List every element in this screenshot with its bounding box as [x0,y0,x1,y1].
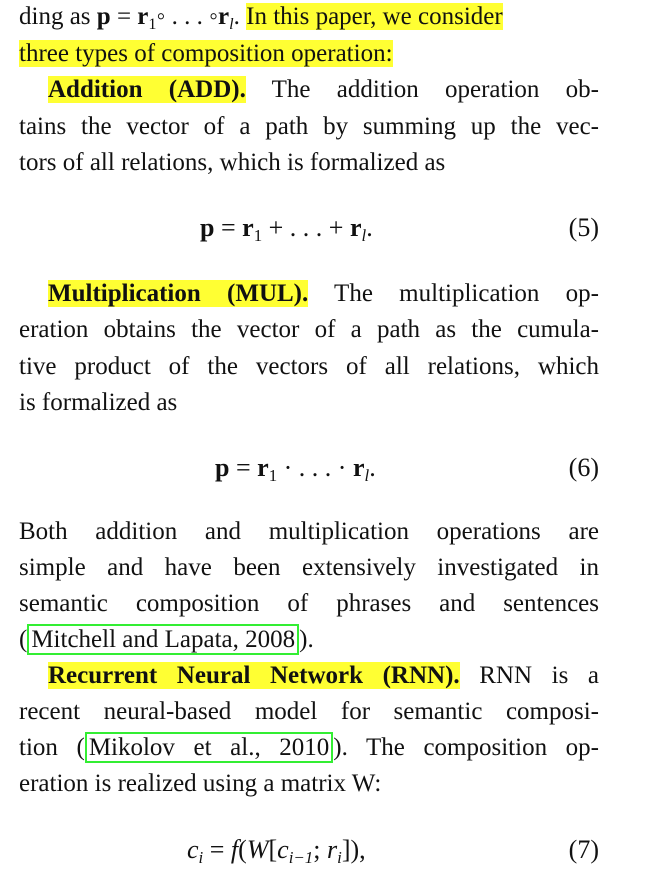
text-fragment: ). The composition op- [333,734,599,761]
text-fragment: RNN is a [459,662,599,689]
math-operator: · . . . · [277,453,353,482]
math-subscript: l [364,466,370,486]
math-r: r [137,3,149,30]
rnn-paragraph-line-1 [48,661,599,691]
equation-number: (7) [568,835,599,864]
math-r: r [242,213,254,242]
math-equals: = [203,835,231,864]
math-equals: = [110,3,138,30]
citation-link[interactable]: Mikolov et al., 2010 [85,732,333,763]
math-operator: + . . . + [262,213,350,242]
math-period: . [369,453,376,482]
math-paren: ), [350,835,366,864]
equation-body [200,212,373,244]
add-heading: Addition (ADD). [48,76,246,103]
math-subscript: i−1 [288,848,314,868]
text-line-1 [19,2,599,32]
highlighted-text: In this paper, we consider [246,3,503,30]
math-p: p [215,453,230,482]
math-p: p [96,3,111,30]
mul-paragraph-line-1 [48,279,599,309]
rnn-paragraph-line-4: eration is realized using a matrix W: [19,770,382,797]
math-bracket: [ [268,835,278,864]
both-paragraph-line-1: Both addition and multiplication operations are [19,518,599,545]
math-r: r [218,3,230,30]
equation-body [215,452,376,484]
rnn-paragraph-line-3 [19,733,599,763]
math-subscript: i [337,848,342,868]
mul-paragraph-line-4: is formalized as [19,389,178,416]
math-W: W [246,835,269,864]
math-subscript: l [229,14,234,33]
math-subscript: l [361,226,367,246]
rnn-paragraph-line-2: recent neural-based model for semantic composi- [19,698,599,725]
rnn-heading: Recurrent Neural Network (RNN). [48,662,460,689]
math-r: r [257,453,269,482]
mul-heading: Multiplication (MUL). [48,280,309,307]
math-equals: = [229,453,258,482]
text-line-2 [19,39,599,69]
paren: ( [19,626,28,653]
math-subscript: 1 [253,226,263,246]
math-r: r [327,835,338,864]
math-bracket: ] [341,835,351,864]
mul-paragraph-line-2: eration obtains the vector of a path as the cumula- [19,316,599,343]
math-subscript: 1 [148,14,157,33]
math-subscript: i [198,848,204,868]
both-paragraph-line-4 [19,625,599,655]
equation-number: (6) [568,453,599,482]
equation-number: (5) [568,213,599,242]
both-paragraph-line-2: simple and have been extensively investigated in [19,554,599,581]
equation-body [187,834,366,866]
text-fragment: The addition operation ob- [245,76,599,103]
math-period: . [233,3,240,30]
highlighted-text: three types of composition operation: [19,40,393,67]
math-semicolon: ; [313,835,327,864]
math-c: c [277,835,289,864]
text-fragment: ding as [19,3,97,30]
math-f: f [230,835,239,864]
paren: ). [299,626,314,653]
text-fragment: The multiplication op- [308,280,600,307]
math-r: r [349,213,362,242]
both-paragraph-line-3: semantic composition of phrases and sentences [19,590,599,617]
add-paragraph-line-2: tains the vector of a path by summing up the vec- [19,113,599,140]
math-paren: ( [238,835,247,864]
math-r: r [352,453,365,482]
math-subscript: 1 [268,466,278,486]
add-paragraph-line-3: tors of all relations, which is formalized as [19,149,446,176]
math-equals: = [214,213,243,242]
text-fragment: tion ( [19,734,85,761]
math-c: c [187,835,199,864]
mul-paragraph-line-3: tive product of the vectors of all relations, which [19,353,599,380]
math-composition: ◦ . . . ◦ [156,3,219,30]
add-paragraph-line-1 [48,75,599,105]
math-period: . [366,213,373,242]
citation-link[interactable]: Mitchell and Lapata, 2008 [27,624,299,655]
math-p: p [200,213,215,242]
